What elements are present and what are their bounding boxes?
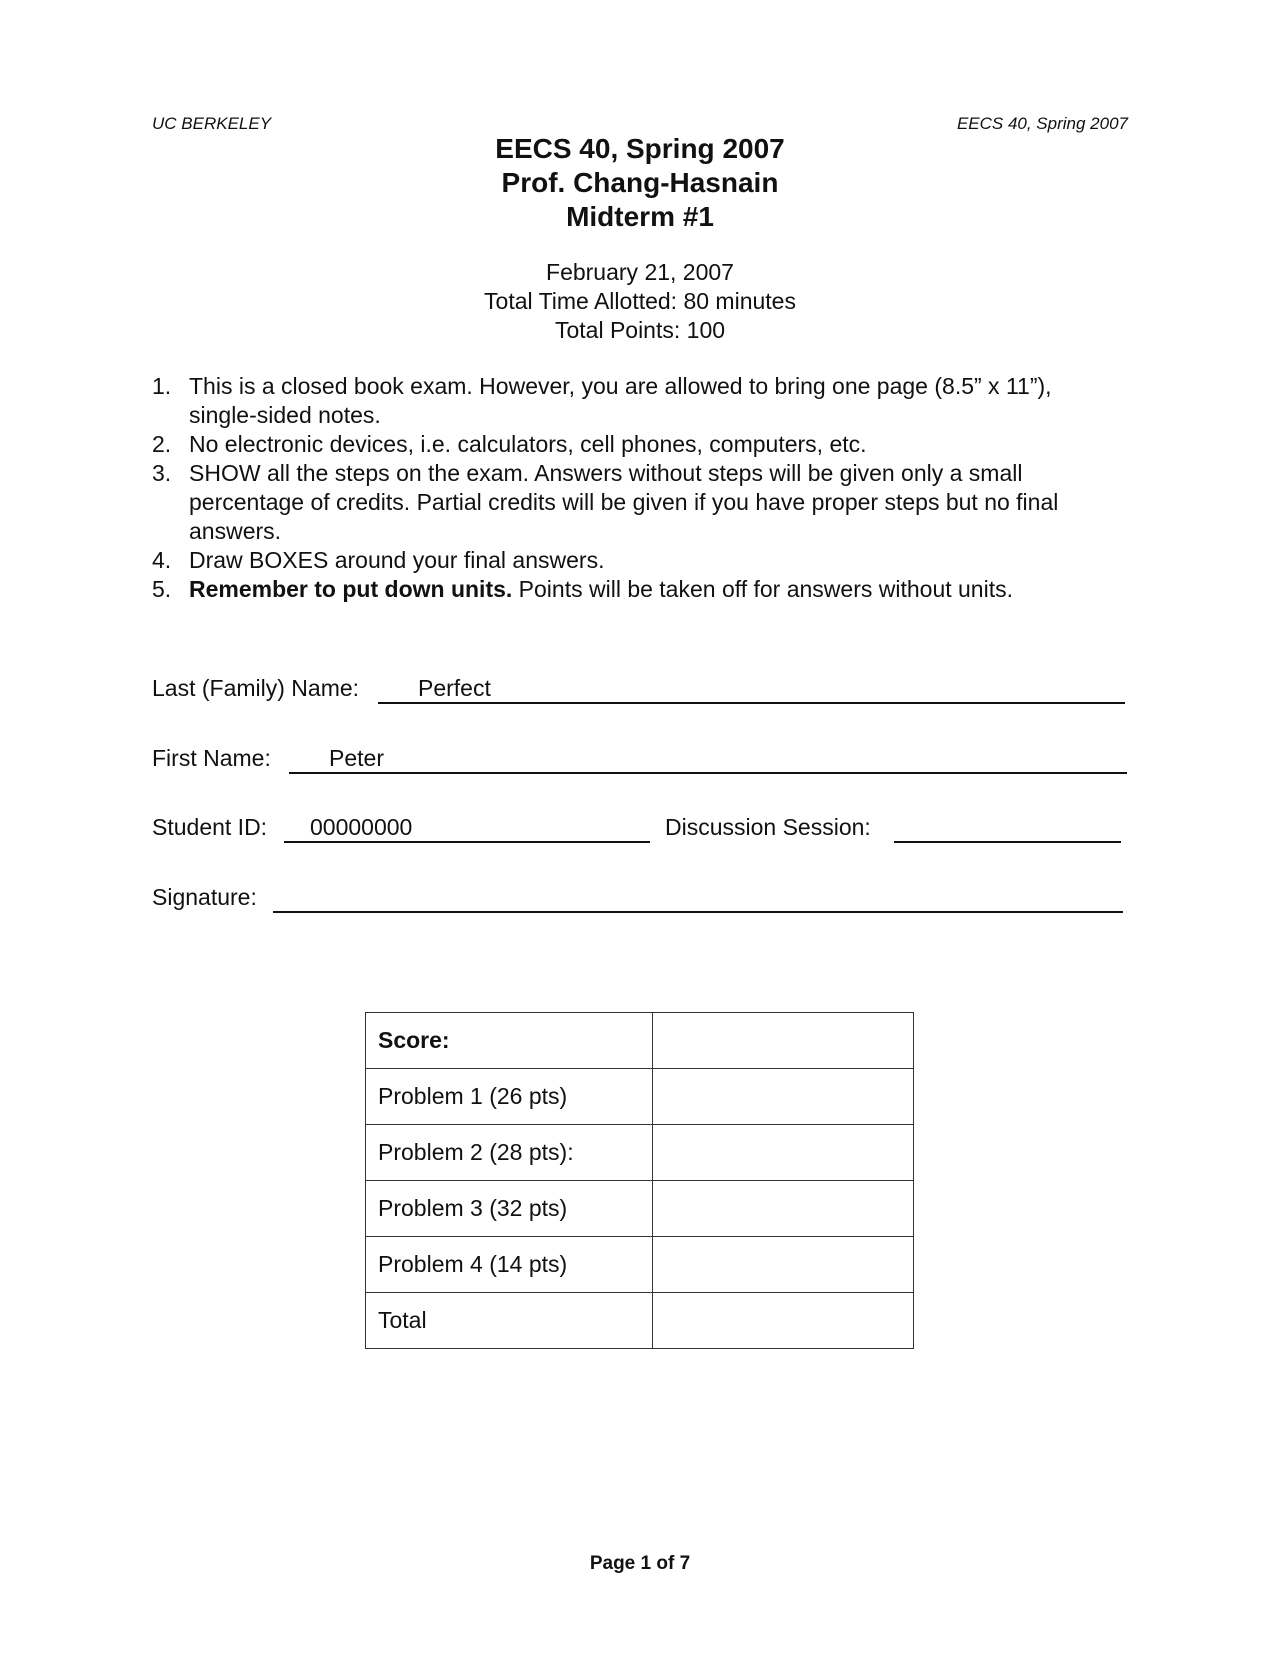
- instruction-number: 1.: [152, 373, 172, 399]
- score-cell[interactable]: [653, 1181, 914, 1237]
- exam-title: [0, 132, 1280, 234]
- score-cell[interactable]: [653, 1069, 914, 1125]
- first-name-label: First Name:: [152, 745, 271, 771]
- first-name-field: [152, 744, 1127, 774]
- instruction-text: Draw BOXES around your final answers.: [189, 547, 605, 573]
- problem-label: Problem 2 (28 pts):: [366, 1125, 653, 1181]
- problem-label: Problem 1 (26 pts): [366, 1069, 653, 1125]
- exam-time: Total Time Allotted: 80 minutes: [484, 288, 796, 314]
- total-score-cell[interactable]: [653, 1293, 914, 1349]
- exam-info: [0, 258, 1280, 345]
- table-row: [366, 1181, 914, 1237]
- last-name-field: [152, 674, 1125, 704]
- instruction-text: No electronic devices, i.e. calculators, cell phones, computers, etc.: [189, 431, 867, 457]
- table-row: [366, 1069, 914, 1125]
- score-header-cell: [653, 1013, 914, 1069]
- first-name-line[interactable]: [289, 744, 1127, 774]
- problem-label: Problem 4 (14 pts): [366, 1237, 653, 1293]
- title-exam: Midterm #1: [566, 201, 714, 232]
- instruction-text: SHOW all the steps on the exam. Answers without steps will be given only a small percentage of credits. Partial credits will be given if you have proper steps but no final answers.: [189, 460, 1059, 544]
- signature-label: Signature:: [152, 884, 257, 910]
- page-number: Page 1 of 7: [589, 1553, 691, 1574]
- instruction-number: 3.: [152, 460, 172, 486]
- header-course: EECS 40, Spring 2007: [956, 114, 1128, 133]
- exam-date: February 21, 2007: [546, 259, 734, 285]
- instruction-text: This is a closed book exam. However, you are allowed to bring one page (8.5” x 11”), single-sided notes.: [189, 373, 1052, 428]
- header-institution: UC BERKELEY: [152, 114, 272, 133]
- instruction-item: [152, 546, 1112, 575]
- first-name-value: Peter: [329, 745, 384, 771]
- instruction-item: [152, 430, 1112, 459]
- discussion-line[interactable]: [894, 813, 1121, 843]
- instruction-bold-text: Remember to put down units.: [189, 576, 513, 602]
- discussion-label: Discussion Session:: [665, 814, 871, 840]
- instruction-item: [152, 372, 1112, 430]
- total-label: Total: [366, 1293, 653, 1349]
- last-name-value: Perfect: [418, 675, 491, 701]
- title-professor: Prof. Chang-Hasnain: [501, 167, 779, 198]
- last-name-label: Last (Family) Name:: [152, 675, 360, 701]
- signature-field: [152, 883, 1123, 913]
- instruction-number: 4.: [152, 547, 172, 573]
- instruction-number: 5.: [152, 576, 172, 602]
- table-row: [366, 1125, 914, 1181]
- score-header-label: Score:: [366, 1013, 653, 1069]
- student-id-field: [152, 813, 1122, 843]
- title-course: EECS 40, Spring 2007: [495, 133, 785, 164]
- instruction-item: [152, 575, 1112, 604]
- score-cell[interactable]: [653, 1125, 914, 1181]
- score-table: [365, 1012, 914, 1349]
- signature-line[interactable]: [273, 883, 1123, 913]
- instruction-text: Points will be taken off for answers without units.: [512, 576, 1013, 602]
- score-cell[interactable]: [653, 1237, 914, 1293]
- student-id-label: Student ID:: [152, 814, 268, 840]
- table-row: [366, 1237, 914, 1293]
- table-row: [366, 1293, 914, 1349]
- problem-label: Problem 3 (32 pts): [366, 1181, 653, 1237]
- exam-points: Total Points: 100: [554, 317, 726, 343]
- instruction-item: [152, 459, 1112, 546]
- instruction-number: 2.: [152, 431, 172, 457]
- student-id-value: 00000000: [310, 814, 413, 840]
- score-header-row: [366, 1013, 914, 1069]
- instructions-list: [152, 372, 1112, 604]
